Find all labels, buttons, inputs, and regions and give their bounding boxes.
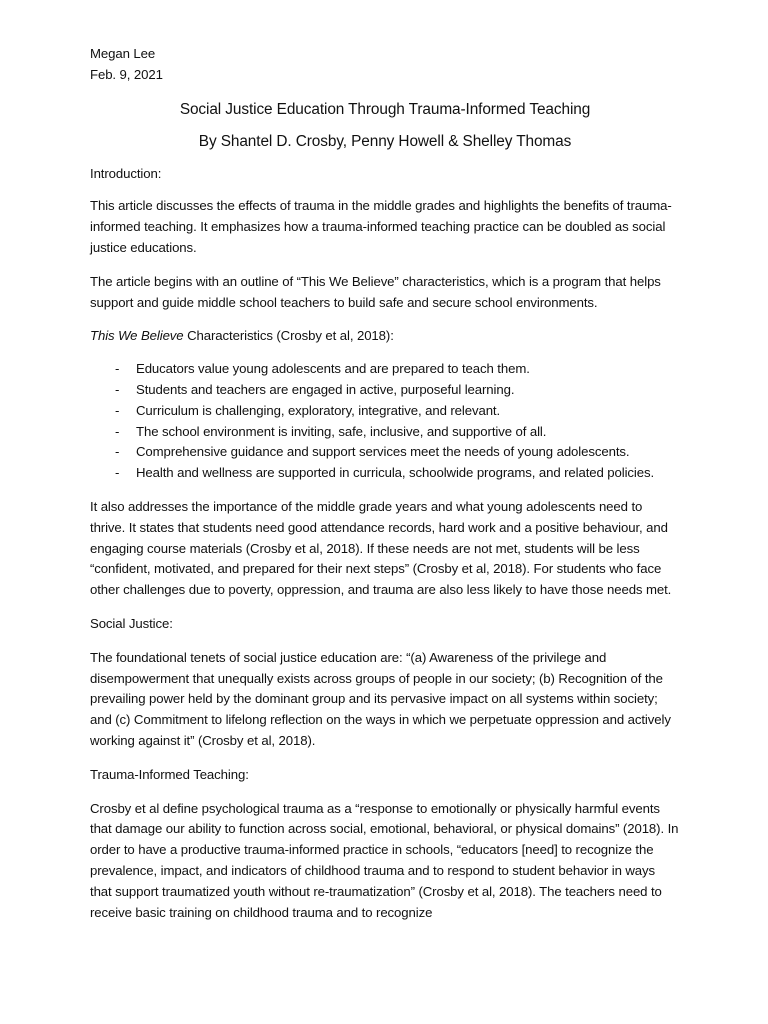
- list-item: [90, 359, 680, 380]
- document-byline: By Shantel D. Crosby, Penny Howell & Shelley Thomas: [198, 132, 572, 150]
- dash-bullet: -: [115, 444, 120, 460]
- characteristics-heading-italic: This We Believe: [90, 328, 184, 344]
- introduction-heading: Introduction:: [90, 165, 162, 181]
- trauma-informed-paragraph: Crosby et al define psychological trauma as a “response to emotionally or physically harmful events that damage our ability to function across social, emotional, behavioral, or physical domains” (2018). In order to have a productive trauma-informed practice in schools, “educators [need] to recognize the prevalence, impact, and indicators of childhood trauma and to respond to student behavior in ways that support traumatized youth without re-traumatization” (Crosby et al, 2018). The teachers need to receive basic training on childhood trauma and to recognize: [90, 800, 679, 920]
- dash-bullet: -: [115, 465, 120, 481]
- social-justice-heading: Social Justice:: [90, 615, 173, 631]
- document-title: Social Justice Education Through Trauma-Informed Teaching: [179, 100, 591, 118]
- list-item: [90, 442, 680, 463]
- dash-bullet: -: [115, 361, 120, 377]
- intro-paragraph-3: It also addresses the importance of the middle grade years and what young adolescents need to thrive. It states that students need good attendance records, hard work and a positive behaviour, and engaging course materials (Crosby et al, 2018). If these needs are not met, students will be less “confident, motivated, and prepared for their next steps” (Crosby et al, 2018). For students who face other challenges due to poverty, oppression, and trauma are also less likely to have those needs met.: [90, 498, 672, 598]
- list-item-text: Educators value young adolescents and are prepared to teach them.: [136, 361, 530, 377]
- list-item: [90, 422, 680, 443]
- intro-paragraph-1: This article discusses the effects of trauma in the middle grades and highlights the benefits of trauma-informed teaching. It emphasizes how a trauma-informed teaching practice can be doubled as social justice educations.: [90, 198, 672, 255]
- list-item-text: Comprehensive guidance and support services meet the needs of young adolescents.: [136, 444, 630, 460]
- dash-bullet: -: [115, 402, 120, 418]
- social-justice-paragraph: The foundational tenets of social justice education are: “(a) Awareness of the privilege and disempowerment that unequally exists across groups of people in our society; (b) Recognition of the prevailing power held by the dominant group and its pervasive impact on all systems within society; and (c) Commitment to lifelong reflection on the ways in which we perpetuate oppression and actively working against it” (Crosby et al, 2018).: [90, 649, 671, 748]
- list-item: [90, 380, 680, 401]
- intro-paragraph-2: The article begins with an outline of “This We Believe” characteristics, which is a program that helps support and guide middle school teachers to build safe and secure school environments.: [90, 273, 661, 310]
- list-item-text: Curriculum is challenging, exploratory, integrative, and relevant.: [136, 402, 501, 418]
- characteristics-heading-rest: Characteristics (Crosby et al, 2018):: [183, 328, 394, 344]
- list-item-text: The school environment is inviting, safe, inclusive, and supportive of all.: [136, 423, 547, 439]
- document-date: Feb. 9, 2021: [90, 66, 163, 82]
- list-item-text: Students and teachers are engaged in active, purposeful learning.: [136, 381, 515, 397]
- author-block: [90, 44, 680, 86]
- list-item: [90, 463, 680, 484]
- list-item: [90, 401, 680, 422]
- characteristics-list: [90, 359, 680, 484]
- list-item-text: Health and wellness are supported in curricula, schoolwide programs, and related policies.: [136, 465, 655, 481]
- characteristics-heading: [90, 326, 680, 347]
- author-name: Megan Lee: [90, 46, 156, 61]
- dash-bullet: -: [115, 423, 120, 439]
- dash-bullet: -: [115, 381, 120, 397]
- document-page: [90, 44, 680, 923]
- trauma-informed-heading: Trauma-Informed Teaching:: [90, 766, 249, 782]
